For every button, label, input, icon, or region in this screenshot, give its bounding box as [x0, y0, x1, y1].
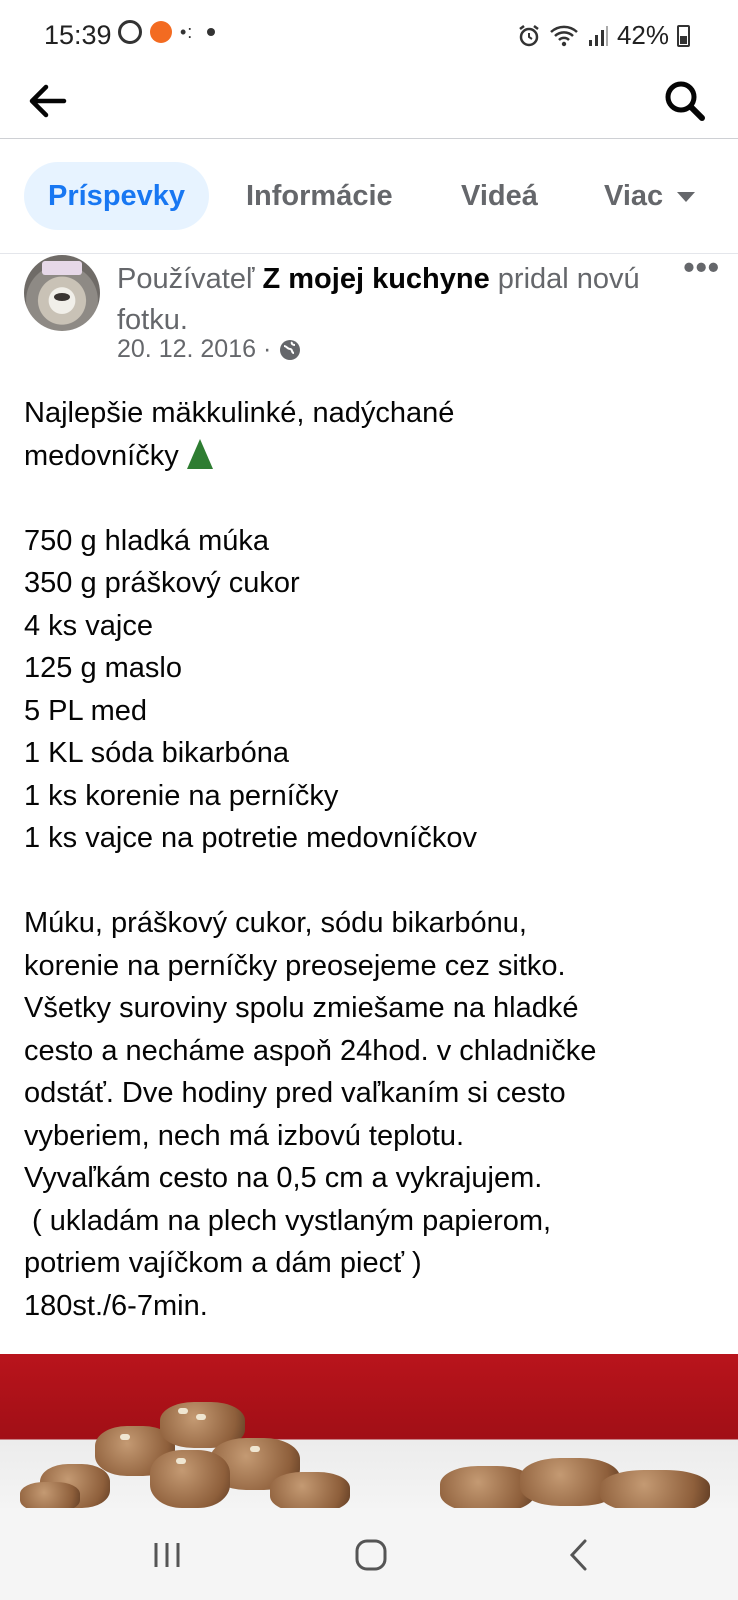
back-nav-button[interactable]	[554, 1530, 604, 1580]
cookie-shape	[600, 1470, 710, 1508]
post-header	[0, 249, 738, 373]
more-notifications-icon	[207, 28, 215, 36]
post-author-line	[117, 259, 657, 341]
tab-more[interactable]	[604, 162, 695, 230]
recent-apps-button[interactable]	[142, 1530, 192, 1580]
app-bar	[0, 70, 738, 139]
profile-tabs	[0, 138, 738, 254]
ingredient-line: 125 g maslo	[24, 652, 182, 684]
ingredient-line: 750 g hladká múka	[24, 524, 270, 557]
whatsapp-icon	[118, 20, 142, 44]
chevron-left-icon	[564, 1538, 594, 1572]
back-button[interactable]	[24, 78, 70, 124]
system-navigation-bar	[0, 1508, 738, 1600]
instruction-line: vyberiem, nech má izbovú teplotu.	[24, 1119, 465, 1152]
tab-more-label: Viac	[604, 180, 664, 212]
instruction-line: cesto a necháme aspoň 24hod. v chladničke	[24, 1034, 597, 1067]
arrow-left-icon	[24, 78, 70, 124]
alarm-icon	[517, 24, 541, 48]
instruction-line: odstáť. Dve hodiny pred vaľkaním si cesto	[24, 1077, 566, 1109]
notification-icon	[150, 21, 172, 43]
instruction-line: 180st./6-7min.	[24, 1289, 208, 1322]
status-bar	[0, 0, 738, 70]
ingredient-line: 1 ks vajce na potretie medovníčkov	[24, 822, 477, 854]
signal-icon	[587, 24, 609, 48]
search-icon	[662, 78, 708, 124]
cookie-shape	[270, 1472, 350, 1508]
christmas-tree-icon	[187, 439, 213, 469]
post-text	[24, 392, 724, 1327]
cookie-shape	[150, 1450, 230, 1508]
ingredient-line: 4 ks vajce	[24, 609, 153, 642]
post-meta	[117, 335, 301, 364]
post-title-line: medovníčky	[24, 439, 179, 472]
globe-icon	[279, 339, 301, 361]
instruction-line: ( ukladám na plech vystlaným papierom,	[24, 1204, 552, 1237]
instruction-line: Všetky suroviny spolu zmiešame na hladké	[24, 992, 579, 1024]
caret-down-icon	[677, 192, 695, 202]
tab-posts[interactable]: Príspevky	[24, 162, 209, 230]
author-name[interactable]: Z mojej kuchyne	[262, 263, 490, 295]
instruction-line: korenie na perníčky preosejeme cez sitko.	[24, 949, 566, 982]
assistant-icon: •:	[180, 21, 194, 42]
recent-apps-icon	[150, 1540, 184, 1570]
ingredient-line: 5 PL med	[24, 694, 148, 727]
post-action: pridal novú fotku.	[117, 263, 640, 336]
wifi-icon	[549, 24, 579, 48]
author-prefix: Používateľ	[117, 263, 255, 295]
ingredient-line: 350 g práškový cukor	[24, 567, 300, 599]
avatar[interactable]	[24, 255, 100, 331]
tab-videos[interactable]: Videá	[461, 180, 538, 212]
instruction-line: Múku, práškový cukor, sódu bikarbónu,	[24, 907, 527, 939]
tab-info[interactable]: Informácie	[246, 180, 393, 212]
instruction-line: potriem vajíčkom a dám piecť )	[24, 1247, 422, 1279]
instruction-line: Vyvaľkám cesto na 0,5 cm a vykrajujem.	[24, 1162, 543, 1194]
battery-percent: 42%	[616, 20, 669, 50]
search-button[interactable]	[662, 78, 708, 124]
home-icon	[354, 1538, 388, 1572]
post-photo[interactable]	[0, 1354, 738, 1508]
battery-icon	[677, 25, 690, 47]
status-time: 15:39	[44, 20, 112, 50]
ingredient-line: 1 ks korenie na perníčky	[24, 779, 339, 812]
more-options-icon[interactable]: •••	[683, 249, 720, 285]
cookie-shape	[20, 1482, 80, 1508]
post-title-line: Najlepšie mäkkulinké, nadýchané	[24, 397, 455, 429]
home-button[interactable]	[346, 1530, 396, 1580]
post-date[interactable]: 20. 12. 2016 ·	[117, 335, 272, 363]
ingredient-line: 1 KL sóda bikarbóna	[24, 737, 289, 769]
